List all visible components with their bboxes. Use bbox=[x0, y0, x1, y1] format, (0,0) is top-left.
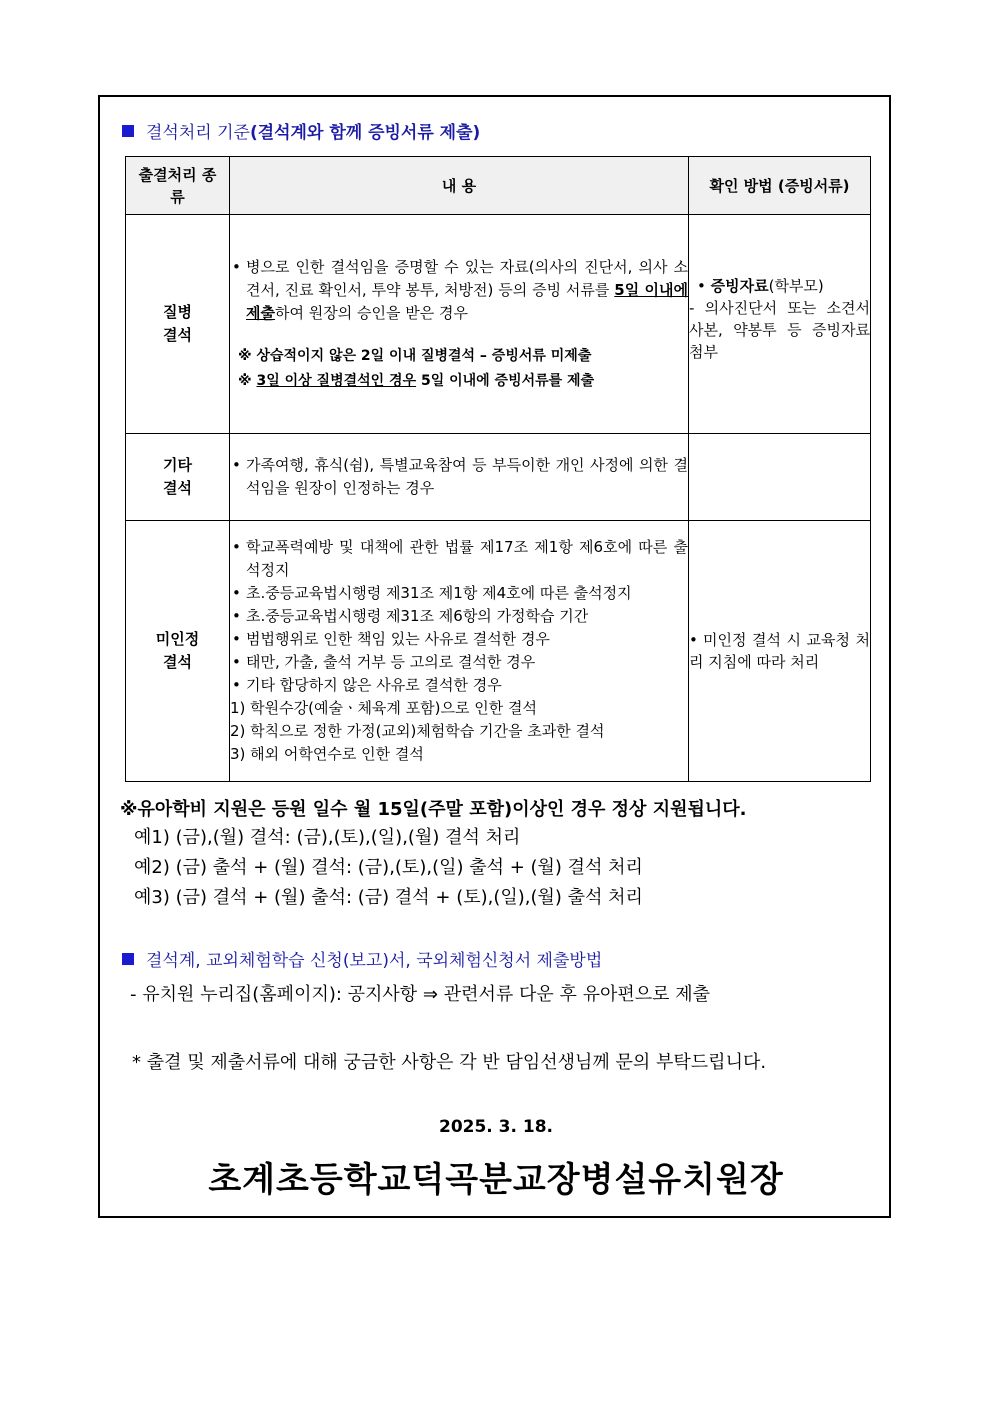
numbered-item: 3) 해외 어학연수로 인한 결석 bbox=[230, 745, 424, 763]
kind-other: 기타 결석 bbox=[126, 434, 230, 521]
list-item: • 학교폭력예방 및 대책에 관한 법률 제17조 제1항 제6호에 따른 출석정지 bbox=[230, 536, 688, 582]
section-title-absence-criteria: 결석처리 기준(결석계와 함께 증빙서류 제출) bbox=[122, 118, 480, 143]
numbered-item: 2) 학칙으로 정한 가정(교외)체험학습 기간을 초과한 결석 bbox=[230, 722, 605, 740]
check-unrecognized: • 미인정 결석 시 교육청 처리 지침에 따라 처리 bbox=[689, 521, 871, 782]
kind-unrecognized: 미인정 결석 bbox=[126, 521, 230, 782]
note-three-days: ※ 3일 이상 질병결석인 경우 5일 이내에 증빙서류를 제출 bbox=[238, 372, 595, 389]
table-header-row bbox=[126, 157, 871, 215]
blue-square-icon bbox=[122, 953, 134, 965]
absence-criteria-table bbox=[125, 156, 871, 782]
list-item: • 초.중등교육법시행령 제31조 제1항 제4호에 따른 출석정지 bbox=[230, 582, 688, 605]
numbered-item: 1) 학원수강(예술ㆍ체육계 포함)으로 인한 결석 bbox=[230, 699, 537, 717]
inquiry-text: * 출결 및 제출서류에 대해 궁금한 사항은 각 반 담임선생님께 문의 부탁드립니다. bbox=[132, 1052, 767, 1073]
list-item: • 가족여행, 휴식(쉼), 특별교육참여 등 부득이한 개인 사정에 의한 결석임을 원장이 인정하는 경우 bbox=[230, 454, 688, 500]
table-row-unrecognized bbox=[126, 521, 871, 782]
content-unrecognized bbox=[230, 521, 689, 782]
table-row-other bbox=[126, 434, 871, 521]
header-check: 확인 방법 (증빙서류) bbox=[689, 157, 871, 215]
check-other bbox=[689, 434, 871, 521]
tuition-support-notes bbox=[120, 795, 747, 913]
organization-name: 초계초등학교덕곡분교장병설유치원장 bbox=[208, 1160, 784, 1200]
header-content: 내 용 bbox=[230, 157, 689, 215]
header-kind: 출결처리 종류 bbox=[126, 157, 230, 215]
list-item: • 초.중등교육법시행령 제31조 제6항의 가정학습 기간 bbox=[230, 605, 688, 628]
content-other bbox=[230, 434, 689, 521]
list-item: • 태만, 가출, 출석 거부 등 고의로 결석한 경우 bbox=[230, 651, 688, 674]
example-1: 예1) (금),(월) 결석: (금),(토),(일),(월) 결석 처리 bbox=[134, 827, 521, 848]
tuition-support-head: ※유아학비 지원은 등원 일수 월 15일(주말 포함)이상인 경우 정상 지원됩니다. bbox=[120, 799, 747, 820]
note-no-document: ※ 상습적이지 않은 2일 이내 질병결석 – 증빙서류 미제출 bbox=[238, 347, 592, 364]
table-row-illness bbox=[126, 215, 871, 434]
list-item: • 기타 합당하지 않은 사유로 결석한 경우 bbox=[230, 674, 688, 697]
example-3: 예3) (금) 결석 + (월) 출석: (금) 결석 + (토),(일),(월) 출석 처리 bbox=[134, 887, 643, 908]
list-item: • 병으로 인한 결석임을 증명할 수 있는 자료(의사의 진단서, 의사 소견서, 진료 확인서, 투약 봉투, 처방전) 등의 증빙 서류를 5일 이내에 제출하여 원장의 승인을 받은 경우 bbox=[230, 256, 688, 325]
check-illness: • 증빙자료(학부모) - 의사진단서 또는 소견서 사본, 약봉투 등 증빙자료 첨부 bbox=[689, 215, 871, 434]
content-illness bbox=[230, 215, 689, 434]
list-item: • 범법행위로 인한 책임 있는 사유로 결석한 경우 bbox=[230, 628, 688, 651]
example-2: 예2) (금) 출석 + (월) 결석: (금),(토),(일) 출석 + (월) 결석 처리 bbox=[134, 857, 643, 878]
document-date: 2025. 3. 18. bbox=[438, 1117, 553, 1137]
blue-square-icon bbox=[122, 125, 134, 137]
kind-illness: 질병 결석 bbox=[126, 215, 230, 434]
submission-method: - 유치원 누리집(홈페이지): 공지사항 ⇒ 관련서류 다운 후 유아편으로 제출 bbox=[130, 984, 711, 1005]
section-title-submission: 결석계, 교외체험학습 신청(보고)서, 국외체험신청서 제출방법 bbox=[122, 946, 602, 971]
